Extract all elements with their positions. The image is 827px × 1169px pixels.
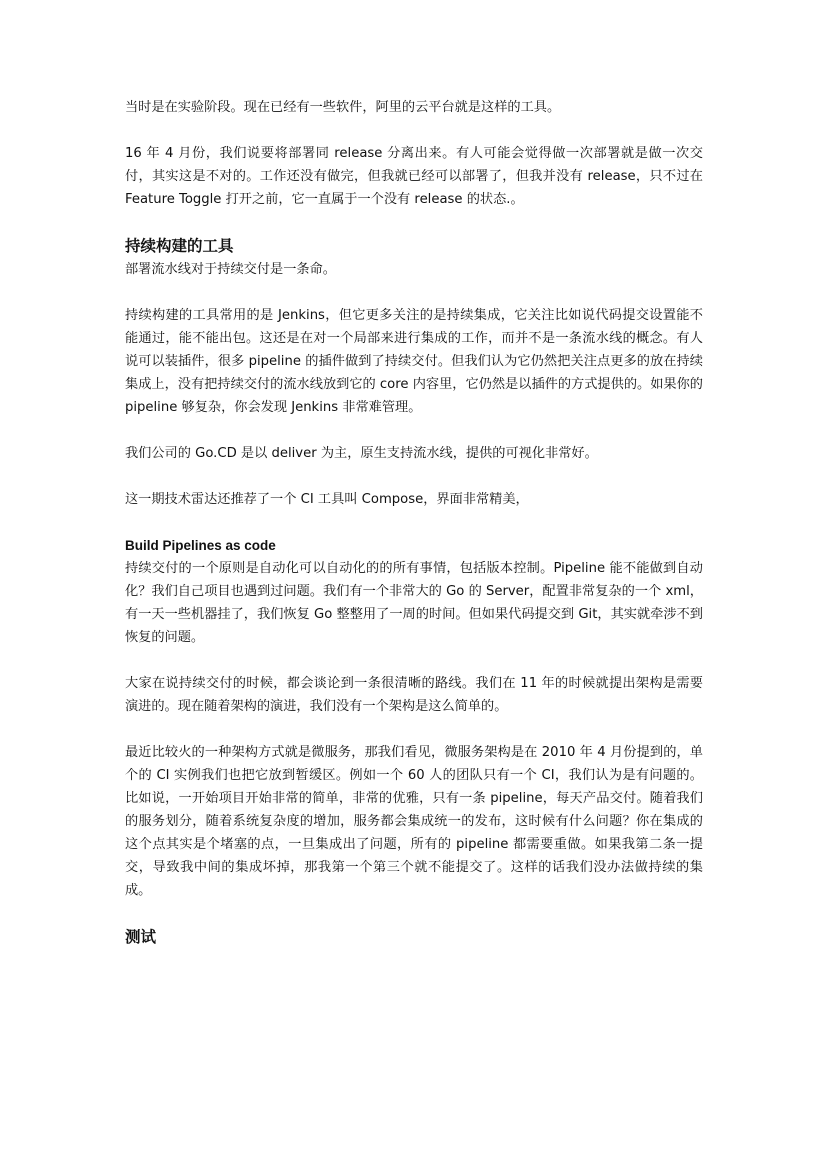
document-page [125,96,703,949]
section-heading-tools: 持续构建的工具 [125,237,234,255]
paragraph: 最近比较火的一种架构方式就是微服务，那我们看见，微服务架构是在 2010 年 4 月份提到的，单个的 CI 实例我们也把它放到暂缓区。例如一个 60 人的团队只有一个 CI，我们认为是有问题的。比如说，一开始项目开始非常的简单，非常的优雅，只有一条 pipeline，每天产品交付。随着我们的服务划分，随着系统复杂度的增加，服务都会集成统一的发布，这时候有什么问题？你在集成的这个点其实是个堵塞的点，一旦集成出了问题，所有的 pipeline 都需要重做。如果我第二条一提交，导致我中间的集成坏掉，那我第一个第三个就不能提交了。这样的话我们没办法做持续的集成。 [125,745,703,898]
paragraph: 这一期技术雷达还推荐了一个 CI 工具叫 Compose，界面非常精美， [125,492,529,507]
paragraph: 我们公司的 Go.CD 是以 deliver 为主，原生支持流水线，提供的可视化非常好。 [125,446,598,461]
paragraph: 大家在说持续交付的时候，都会谈论到一条很清晰的路线。我们在 11 年的时候就提出架构是需要演进的。现在随着架构的演进，我们没有一个架构是这么简单的。 [125,676,703,714]
paragraph: 当时是在实验阶段。现在已经有一些软件，阿里的云平台就是这样的工具。 [125,100,561,115]
paragraph: 持续交付的一个原则是自动化可以自动化的的所有事情，包括版本控制。Pipeline 能不能做到自动化？我们自己项目也遇到过问题。我们有一个非常大的 Go 的 Server，配置非常复杂的一个 xml，有一天一些机器挂了，我们恢复 Go 整整用了一周的时间。但如果代码提交到 Git，其实就牵涉不到恢复的问题。 [125,561,703,645]
paragraph: 持续构建的工具常用的是 Jenkins，但它更多关注的是持续集成，它关注比如说代码提交设置能不能通过，能不能出包。这还是在对一个局部来进行集成的工作，而并不是一条流水线的概念。有人说可以装插件，很多 pipeline 的插件做到了持续交付。但我们认为它仍然把关注点更多的放在持续集成上，没有把持续交付的流水线放到它的 core 内容里，它仍然是以插件的方式提供的。如果你的 pipeline 够复杂，你会发现 Jenkins 非常难管理。 [125,308,703,415]
section-heading-test: 测试 [125,928,157,946]
paragraph: 16 年 4 月份，我们说要将部署同 release 分离出来。有人可能会觉得做一次部署就是做一次交付，其实这是不对的。工作还没有做完，但我就已经可以部署了，但我并没有 release，只不过在 Feature Toggle 打开之前，它一直属于一个没有 release 的状态.。 [125,146,703,207]
paragraph: 部署流水线对于持续交付是一条命。 [125,262,336,277]
section-heading-pipelines: Build Pipelines as code [125,538,276,553]
